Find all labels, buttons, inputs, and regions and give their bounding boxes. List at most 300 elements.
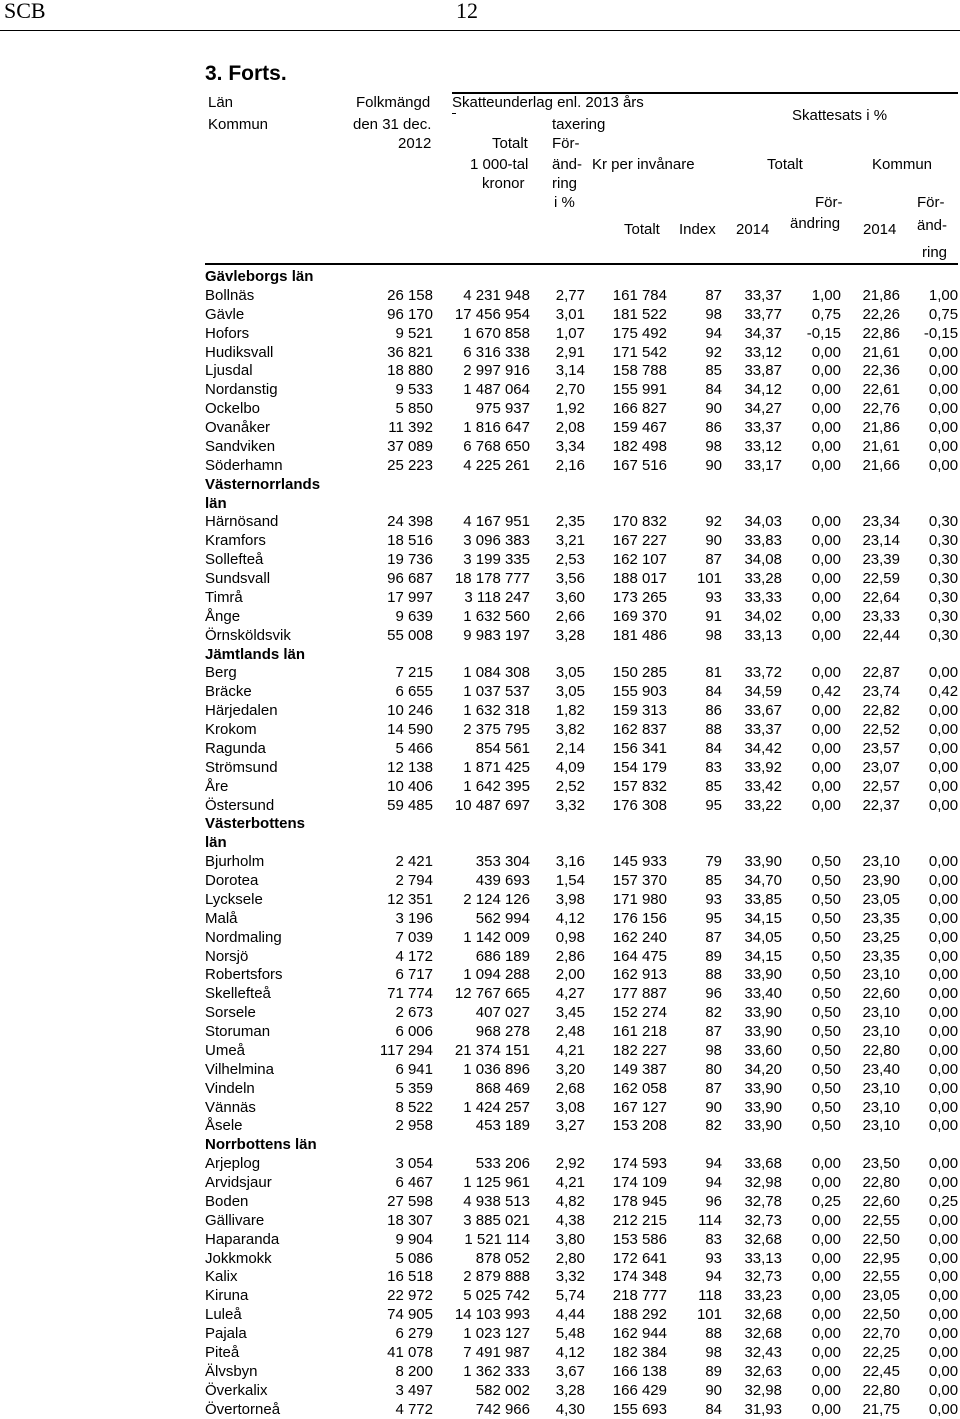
cell-per-capita-total: 157 370: [585, 872, 667, 891]
cell-tax-base-change: 4,38: [530, 1212, 585, 1231]
header-sub-index: Index: [679, 221, 716, 239]
municipality-name: Storuman: [205, 1023, 345, 1042]
cell-per-capita-index: 87: [667, 1080, 722, 1099]
cell-tax-rate-municipal: 22,60: [841, 985, 900, 1004]
cell-tax-rate-total-change: 0,50: [782, 1042, 841, 1061]
municipality-name: Jokkmokk: [205, 1250, 345, 1269]
cell-per-capita-index: 90: [667, 457, 722, 476]
cell-tax-rate-total: 34,08: [722, 551, 782, 570]
cell-tax-base-total: 1 670 858: [433, 325, 530, 344]
cell-population: 96 170: [345, 306, 433, 325]
cell-tax-rate-municipal: 22,64: [841, 589, 900, 608]
cell-per-capita-index: 84: [667, 683, 722, 702]
municipality-name: Östersund: [205, 797, 345, 816]
cell-population: 5 466: [345, 740, 433, 759]
cell-per-capita-total: 162 107: [585, 551, 667, 570]
table-row: [205, 1061, 958, 1080]
cell-tax-rate-total: 33,22: [722, 797, 782, 816]
cell-tax-rate-municipal-change: 0,42: [900, 683, 958, 702]
cell-tax-rate-municipal-change: 0,30: [900, 570, 958, 589]
cell-tax-base-total: 2 375 795: [433, 721, 530, 740]
table-row: [205, 664, 958, 683]
cell-tax-base-change: 3,60: [530, 589, 585, 608]
cell-population: 7 039: [345, 929, 433, 948]
cell-tax-rate-municipal-change: 0,00: [900, 1099, 958, 1118]
cell-tax-rate-municipal-change: 0,75: [900, 306, 958, 325]
cell-tax-rate-total-change: 0,50: [782, 985, 841, 1004]
table-row: [205, 985, 958, 1004]
cell-tax-rate-municipal-change: 0,00: [900, 1042, 958, 1061]
municipality-name: Arvidsjaur: [205, 1174, 345, 1193]
cell-tax-base-total: 1 094 288: [433, 966, 530, 985]
cell-tax-rate-municipal-change: 0,00: [900, 1080, 958, 1099]
cell-tax-base-change: 2,80: [530, 1250, 585, 1269]
cell-population: 12 138: [345, 759, 433, 778]
municipality-name: Pajala: [205, 1325, 345, 1344]
cell-per-capita-index: 87: [667, 551, 722, 570]
municipality-name: Ånge: [205, 608, 345, 627]
cell-tax-rate-total: 33,85: [722, 891, 782, 910]
cell-tax-base-total: 453 189: [433, 1117, 530, 1136]
cell-tax-rate-total: 33,90: [722, 853, 782, 872]
cell-population: 74 905: [345, 1306, 433, 1325]
table-row: [205, 589, 958, 608]
cell-tax-rate-municipal: 22,36: [841, 362, 900, 381]
cell-tax-rate-municipal-change: 0,00: [900, 929, 958, 948]
cell-per-capita-total: 155 693: [585, 1401, 667, 1419]
municipality-name: Haparanda: [205, 1231, 345, 1250]
cell-tax-rate-municipal-change: 1,00: [900, 287, 958, 306]
cell-tax-rate-municipal-change: 0,00: [900, 381, 958, 400]
cell-population: 9 521: [345, 325, 433, 344]
header-folkmangd: Folkmängd: [356, 94, 430, 112]
cell-tax-rate-municipal-change: 0,00: [900, 891, 958, 910]
cell-tax-base-change: 4,09: [530, 759, 585, 778]
municipality-name: Söderhamn: [205, 457, 345, 476]
cell-tax-base-change: 3,28: [530, 627, 585, 646]
header-1000-tal: 1 000-tal: [470, 156, 528, 174]
cell-population: 96 687: [345, 570, 433, 589]
cell-tax-base-change: 4,27: [530, 985, 585, 1004]
cell-population: 25 223: [345, 457, 433, 476]
cell-tax-rate-municipal: 22,50: [841, 1306, 900, 1325]
cell-tax-rate-total: 34,03: [722, 513, 782, 532]
table-row: [205, 400, 958, 419]
cell-tax-rate-municipal-change: 0,00: [900, 778, 958, 797]
cell-tax-base-change: 4,82: [530, 1193, 585, 1212]
cell-per-capita-index: 92: [667, 344, 722, 363]
cell-tax-rate-municipal: 21,86: [841, 287, 900, 306]
cell-tax-base-total: 1 521 114: [433, 1231, 530, 1250]
cell-population: 17 997: [345, 589, 433, 608]
cell-population: 8 200: [345, 1363, 433, 1382]
header-sub-for-kommun: För-: [917, 194, 945, 212]
municipality-name: Ragunda: [205, 740, 345, 759]
municipality-name: Malå: [205, 910, 345, 929]
cell-tax-base-change: 2,77: [530, 287, 585, 306]
cell-tax-base-total: 10 487 697: [433, 797, 530, 816]
cell-tax-rate-municipal: 22,80: [841, 1042, 900, 1061]
cell-tax-rate-municipal: 23,10: [841, 1023, 900, 1042]
cell-tax-base-change: 5,48: [530, 1325, 585, 1344]
cell-per-capita-total: 153 586: [585, 1231, 667, 1250]
cell-tax-base-change: 3,32: [530, 797, 585, 816]
cell-population: 41 078: [345, 1344, 433, 1363]
cell-tax-rate-municipal: 23,10: [841, 1117, 900, 1136]
cell-tax-rate-total-change: 0,00: [782, 1231, 841, 1250]
cell-per-capita-index: 87: [667, 287, 722, 306]
municipality-name: Härnösand: [205, 513, 345, 532]
cell-tax-rate-municipal: 23,35: [841, 910, 900, 929]
group-label: Västerbottens: [205, 815, 958, 834]
cell-tax-rate-municipal-change: 0,00: [900, 910, 958, 929]
cell-tax-rate-municipal-change: 0,00: [900, 1250, 958, 1269]
cell-population: 10 406: [345, 778, 433, 797]
cell-tax-rate-total: 31,93: [722, 1401, 782, 1419]
cell-per-capita-total: 145 933: [585, 853, 667, 872]
cell-tax-rate-total-change: 0,00: [782, 570, 841, 589]
cell-tax-base-change: 2,53: [530, 551, 585, 570]
cell-tax-base-change: 3,05: [530, 683, 585, 702]
cell-tax-rate-total-change: 0,00: [782, 759, 841, 778]
cell-per-capita-index: 101: [667, 570, 722, 589]
table-row: [205, 1174, 958, 1193]
table-row: [205, 948, 958, 967]
municipality-name: Älvsbyn: [205, 1363, 345, 1382]
cell-tax-rate-total: 33,42: [722, 778, 782, 797]
cell-per-capita-total: 175 492: [585, 325, 667, 344]
header-kommun: Kommun: [208, 116, 268, 134]
cell-tax-rate-total: 33,28: [722, 570, 782, 589]
cell-per-capita-total: 176 308: [585, 797, 667, 816]
cell-per-capita-index: 84: [667, 381, 722, 400]
cell-per-capita-index: 90: [667, 532, 722, 551]
table-row: [205, 570, 958, 589]
cell-per-capita-index: 118: [667, 1287, 722, 1306]
table-row: [205, 721, 958, 740]
cell-tax-rate-total-change: 0,50: [782, 872, 841, 891]
cell-tax-rate-total: 33,72: [722, 664, 782, 683]
header-skattesats-kommun: Kommun: [872, 156, 932, 174]
cell-tax-rate-total: 34,12: [722, 381, 782, 400]
cell-tax-rate-total-change: 0,75: [782, 306, 841, 325]
cell-tax-rate-municipal: 22,50: [841, 1231, 900, 1250]
cell-tax-base-total: 878 052: [433, 1250, 530, 1269]
cell-tax-rate-total: 34,42: [722, 740, 782, 759]
cell-per-capita-index: 95: [667, 910, 722, 929]
header-sub-2014-kommun: 2014: [863, 221, 896, 239]
cell-per-capita-total: 171 980: [585, 891, 667, 910]
municipality-name: Sandviken: [205, 438, 345, 457]
municipality-name: Boden: [205, 1193, 345, 1212]
table-row: [205, 910, 958, 929]
table-row: [205, 702, 958, 721]
cell-tax-rate-total: 34,59: [722, 683, 782, 702]
cell-tax-base-total: 1 142 009: [433, 929, 530, 948]
cell-population: 6 279: [345, 1325, 433, 1344]
cell-tax-base-total: 1 036 896: [433, 1061, 530, 1080]
cell-per-capita-total: 176 156: [585, 910, 667, 929]
cell-tax-base-change: 1,07: [530, 325, 585, 344]
cell-tax-rate-total-change: 0,00: [782, 381, 841, 400]
cell-tax-rate-municipal: 22,45: [841, 1363, 900, 1382]
cell-tax-rate-total-change: 0,00: [782, 1344, 841, 1363]
table-row: [205, 1099, 958, 1118]
cell-tax-base-total: 9 983 197: [433, 627, 530, 646]
cell-tax-rate-municipal: 23,50: [841, 1155, 900, 1174]
cell-tax-rate-municipal-change: 0,00: [900, 1363, 958, 1382]
cell-population: 2 958: [345, 1117, 433, 1136]
cell-tax-rate-total: 32,73: [722, 1212, 782, 1231]
cell-tax-rate-total-change: 0,00: [782, 513, 841, 532]
cell-per-capita-total: 182 227: [585, 1042, 667, 1061]
municipality-name: Kalix: [205, 1268, 345, 1287]
cell-tax-rate-total: 33,77: [722, 306, 782, 325]
cell-tax-base-change: 4,21: [530, 1174, 585, 1193]
cell-tax-base-change: 2,86: [530, 948, 585, 967]
municipality-name: Bollnäs: [205, 287, 345, 306]
cell-tax-rate-total: 33,68: [722, 1155, 782, 1174]
page-number: 12: [456, 0, 478, 24]
cell-tax-rate-total-change: 0,50: [782, 1080, 841, 1099]
cell-tax-rate-total: 32,73: [722, 1268, 782, 1287]
cell-tax-rate-municipal: 23,05: [841, 1287, 900, 1306]
header-rule-minor: [452, 113, 456, 114]
cell-tax-rate-municipal-change: 0,30: [900, 532, 958, 551]
cell-tax-rate-municipal-change: 0,00: [900, 740, 958, 759]
municipality-name: Kiruna: [205, 1287, 345, 1306]
cell-per-capita-total: 182 498: [585, 438, 667, 457]
cell-per-capita-index: 114: [667, 1212, 722, 1231]
cell-per-capita-index: 98: [667, 306, 722, 325]
cell-tax-rate-municipal: 23,05: [841, 891, 900, 910]
cell-population: 55 008: [345, 627, 433, 646]
cell-per-capita-total: 167 516: [585, 457, 667, 476]
cell-per-capita-total: 177 887: [585, 985, 667, 1004]
cell-tax-base-change: 2,48: [530, 1023, 585, 1042]
cell-per-capita-index: 98: [667, 438, 722, 457]
cell-tax-rate-municipal: 22,80: [841, 1382, 900, 1401]
cell-tax-rate-municipal-change: 0,00: [900, 948, 958, 967]
cell-tax-base-total: 562 994: [433, 910, 530, 929]
cell-tax-rate-total: 33,12: [722, 344, 782, 363]
cell-tax-rate-total: 34,20: [722, 1061, 782, 1080]
table-row: [205, 778, 958, 797]
cell-per-capita-index: 98: [667, 1344, 722, 1363]
table-row: [205, 759, 958, 778]
municipality-name: Timrå: [205, 589, 345, 608]
cell-tax-rate-total: 33,37: [722, 721, 782, 740]
cell-tax-rate-total-change: 0,50: [782, 948, 841, 967]
cell-per-capita-total: 162 944: [585, 1325, 667, 1344]
municipality-name: Örnsköldsvik: [205, 627, 345, 646]
table-row: [205, 287, 958, 306]
cell-per-capita-total: 188 017: [585, 570, 667, 589]
cell-tax-rate-municipal-change: 0,00: [900, 797, 958, 816]
cell-per-capita-total: 158 788: [585, 362, 667, 381]
municipality-name: Gävle: [205, 306, 345, 325]
cell-tax-rate-municipal: 22,25: [841, 1344, 900, 1363]
cell-tax-base-change: 3,08: [530, 1099, 585, 1118]
table-row: [205, 344, 958, 363]
cell-tax-rate-municipal-change: 0,00: [900, 1268, 958, 1287]
group-label: Jämtlands län: [205, 646, 958, 665]
cell-tax-rate-total-change: 1,00: [782, 287, 841, 306]
header-year: 2012: [398, 135, 431, 153]
cell-per-capita-total: 181 522: [585, 306, 667, 325]
cell-tax-rate-municipal: 22,86: [841, 325, 900, 344]
cell-tax-rate-municipal-change: 0,30: [900, 513, 958, 532]
cell-per-capita-total: 162 240: [585, 929, 667, 948]
cell-tax-base-total: 1 632 560: [433, 608, 530, 627]
cell-tax-rate-total-change: 0,00: [782, 400, 841, 419]
cell-population: 9 904: [345, 1231, 433, 1250]
cell-tax-rate-municipal-change: 0,00: [900, 457, 958, 476]
cell-tax-base-change: 4,12: [530, 910, 585, 929]
cell-per-capita-index: 85: [667, 778, 722, 797]
cell-tax-base-change: 4,12: [530, 1344, 585, 1363]
cell-per-capita-index: 87: [667, 929, 722, 948]
cell-tax-rate-municipal-change: 0,00: [900, 362, 958, 381]
cell-tax-base-total: 439 693: [433, 872, 530, 891]
cell-per-capita-index: 98: [667, 627, 722, 646]
municipality-name: Dorotea: [205, 872, 345, 891]
municipality-name: Lycksele: [205, 891, 345, 910]
cell-tax-rate-municipal-change: 0,00: [900, 721, 958, 740]
cell-tax-rate-total-change: 0,00: [782, 1325, 841, 1344]
cell-population: 22 972: [345, 1287, 433, 1306]
table-row: [205, 532, 958, 551]
cell-tax-rate-municipal: 22,60: [841, 1193, 900, 1212]
cell-tax-rate-municipal: 23,10: [841, 1099, 900, 1118]
cell-per-capita-index: 94: [667, 1155, 722, 1174]
cell-per-capita-total: 162 913: [585, 966, 667, 985]
cell-tax-rate-municipal: 22,55: [841, 1212, 900, 1231]
cell-tax-base-total: 7 491 987: [433, 1344, 530, 1363]
cell-population: 10 246: [345, 702, 433, 721]
municipality-name: Skellefteå: [205, 985, 345, 1004]
cell-per-capita-index: 86: [667, 702, 722, 721]
cell-tax-rate-municipal-change: 0,00: [900, 985, 958, 1004]
cell-tax-rate-total: 32,98: [722, 1174, 782, 1193]
table-row: [205, 1080, 958, 1099]
municipality-name: Ockelbo: [205, 400, 345, 419]
cell-per-capita-index: 85: [667, 362, 722, 381]
municipality-name: Åre: [205, 778, 345, 797]
cell-tax-rate-municipal-change: 0,00: [900, 1325, 958, 1344]
header-i-procent: i %: [554, 194, 575, 212]
cell-tax-rate-total-change: 0,00: [782, 1268, 841, 1287]
cell-tax-rate-municipal: 23,34: [841, 513, 900, 532]
municipality-name: Hofors: [205, 325, 345, 344]
cell-tax-base-change: 3,21: [530, 532, 585, 551]
group-label: Gävleborgs län: [205, 268, 958, 287]
cell-tax-base-total: 6 316 338: [433, 344, 530, 363]
cell-tax-base-total: 17 456 954: [433, 306, 530, 325]
cell-per-capita-total: 167 227: [585, 532, 667, 551]
cell-per-capita-index: 90: [667, 1099, 722, 1118]
cell-per-capita-index: 94: [667, 325, 722, 344]
cell-population: 9 533: [345, 381, 433, 400]
cell-tax-rate-municipal: 22,70: [841, 1325, 900, 1344]
cell-population: 19 736: [345, 551, 433, 570]
cell-tax-rate-municipal-change: 0,00: [900, 872, 958, 891]
cell-tax-base-change: 3,67: [530, 1363, 585, 1382]
municipality-name: Kramfors: [205, 532, 345, 551]
cell-per-capita-total: 155 903: [585, 683, 667, 702]
cell-per-capita-total: 169 370: [585, 608, 667, 627]
cell-population: 117 294: [345, 1042, 433, 1061]
header-rule-top: [452, 92, 958, 94]
cell-per-capita-index: 92: [667, 513, 722, 532]
cell-tax-rate-municipal: 23,33: [841, 608, 900, 627]
table-row: [205, 1042, 958, 1061]
cell-tax-rate-municipal-change: 0,00: [900, 1231, 958, 1250]
cell-tax-rate-municipal-change: 0,00: [900, 1117, 958, 1136]
table-row: [205, 419, 958, 438]
cell-per-capita-total: 156 341: [585, 740, 667, 759]
table-row: [205, 1193, 958, 1212]
cell-tax-rate-total-change: 0,00: [782, 344, 841, 363]
cell-per-capita-index: 93: [667, 1250, 722, 1269]
group-row: [205, 815, 958, 834]
cell-tax-rate-municipal-change: 0,00: [900, 1287, 958, 1306]
cell-tax-rate-total-change: 0,50: [782, 1004, 841, 1023]
cell-tax-rate-municipal: 22,61: [841, 381, 900, 400]
cell-per-capita-index: 79: [667, 853, 722, 872]
group-row: [205, 476, 958, 495]
cell-per-capita-total: 172 641: [585, 1250, 667, 1269]
table-row: [205, 1250, 958, 1269]
municipality-name: Hudiksvall: [205, 344, 345, 363]
cell-population: 18 307: [345, 1212, 433, 1231]
municipality-name: Bjurholm: [205, 853, 345, 872]
group-row: [205, 268, 958, 287]
cell-per-capita-total: 171 542: [585, 344, 667, 363]
header-for: För-: [552, 135, 580, 153]
cell-tax-base-change: 3,28: [530, 1382, 585, 1401]
cell-tax-rate-municipal-change: 0,00: [900, 1382, 958, 1401]
cell-tax-base-change: 1,92: [530, 400, 585, 419]
cell-tax-rate-total-change: 0,50: [782, 1023, 841, 1042]
cell-per-capita-total: 174 593: [585, 1155, 667, 1174]
cell-population: 26 158: [345, 287, 433, 306]
cell-tax-rate-total: 33,90: [722, 1099, 782, 1118]
cell-tax-rate-total: 32,68: [722, 1325, 782, 1344]
cell-tax-base-change: 3,27: [530, 1117, 585, 1136]
cell-per-capita-index: 82: [667, 1117, 722, 1136]
cell-population: 7 215: [345, 664, 433, 683]
municipality-name: Vilhelmina: [205, 1061, 345, 1080]
cell-per-capita-total: 150 285: [585, 664, 667, 683]
cell-per-capita-index: 90: [667, 1382, 722, 1401]
cell-per-capita-total: 153 208: [585, 1117, 667, 1136]
cell-per-capita-index: 81: [667, 664, 722, 683]
header-skattesats-totalt: Totalt: [767, 156, 803, 174]
group-label: Norrbottens län: [205, 1136, 958, 1155]
cell-tax-rate-municipal: 23,10: [841, 966, 900, 985]
cell-tax-base-change: 3,56: [530, 570, 585, 589]
cell-tax-base-total: 1 037 537: [433, 683, 530, 702]
cell-per-capita-index: 93: [667, 589, 722, 608]
cell-per-capita-total: 174 348: [585, 1268, 667, 1287]
cell-population: 18 516: [345, 532, 433, 551]
cell-tax-rate-municipal: 23,07: [841, 759, 900, 778]
cell-tax-rate-total-change: 0,50: [782, 1099, 841, 1118]
cell-per-capita-total: 161 218: [585, 1023, 667, 1042]
cell-tax-rate-total-change: 0,00: [782, 608, 841, 627]
table-row: [205, 891, 958, 910]
